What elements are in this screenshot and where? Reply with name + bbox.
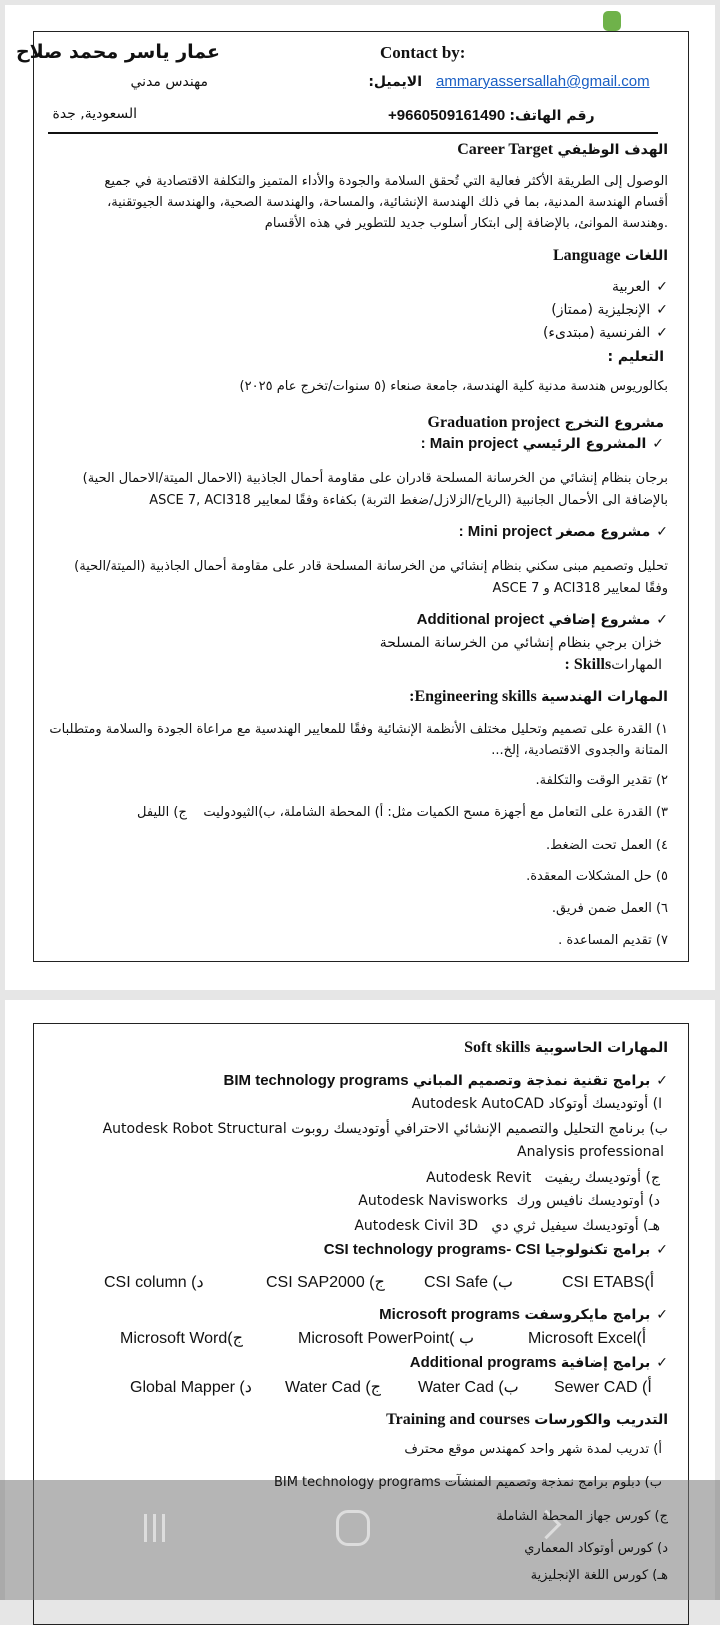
csi-item: CSI ETABS(أ (562, 1274, 655, 1291)
training-item: أ) تدريب لمدة شهر واحد كمهندس موقع محترف (404, 1442, 662, 1457)
header-divider (48, 132, 658, 134)
phone-number: +9660509161490 (388, 107, 506, 124)
microsoft-item: Microsoft Word(ج (120, 1330, 243, 1347)
eng-skill-item: ٧) تقديم المساعدة . (558, 933, 668, 948)
graduation-heading: مشروع التخرج Graduation project (427, 414, 664, 431)
bim-item: هـ) أوتوديسك سيفيل ثري دي Autodesk Civil 3D (354, 1218, 660, 1234)
eng-skill-item: المتانة والجدوى الاقتصادية، إلخ... (491, 743, 668, 758)
language-heading-ar: اللغات (625, 248, 668, 264)
csi-item: CSI Safe (ب (424, 1274, 513, 1291)
phone-row (388, 106, 595, 126)
skills-heading: المهاراتSkills : (564, 656, 662, 673)
csi-item: CSI SAP2000 (ج (266, 1274, 385, 1291)
phone-label: :رقم الهاتف (509, 108, 595, 124)
career-heading (457, 140, 668, 160)
bim-item: Analysis professional (517, 1144, 664, 1160)
language-item: ✓الإنجليزية (ممتاز) (551, 302, 668, 318)
main-project-line-1: برجان بنظام إنشائي من الخرسانة المسلحة قادران على مقاومة أحمال الجاذبية (الاحمال الميتة/الاحمال الحية) (82, 471, 668, 486)
additional-program-item: Water Cad (ج (285, 1379, 381, 1396)
microsoft-item: Microsoft Excel(أ (528, 1330, 647, 1347)
career-heading-ar: الهدف الوظيفي (557, 142, 668, 158)
soft-skills-heading: المهارات الحاسوبية Soft skills (464, 1039, 668, 1056)
bim-item: ج) أوتوديسك ريفيت Autodesk Revit (426, 1170, 660, 1186)
bim-heading: ✓برامج تقنية نمذجة وتصميم المباني BIM technology programs (223, 1072, 668, 1089)
bim-item: ب) برنامج التحليل والتصميم الإنشائي الاحترافي أوتوديسك روبوت Autodesk Robot Structural (102, 1121, 668, 1137)
career-line-3: .وهندسة الموانئ، بالإضافة إلى ابتكار أسلوب جديد للتطوير في هذه الأقسام (264, 216, 668, 231)
csi-heading: ✓برامج تكنولوجيا CSI technology programs- CSI (323, 1241, 668, 1258)
mini-project-heading: ✓مشروع مصغر Mini project : (458, 523, 668, 540)
additional-programs-heading: ✓برامج إضافية Additional programs (409, 1354, 668, 1371)
recents-icon[interactable] (140, 1480, 170, 1580)
applicant-title: مهندس مدني (130, 74, 208, 90)
microsoft-item: Microsoft PowerPoint( ب (298, 1330, 474, 1347)
additional-project-text: خزان برجي بنظام إنشائي من الخرسانة المسلحة (379, 635, 662, 651)
mini-project-line-2: وفقًا لمعايير ACI318 و ASCE 7 (492, 581, 668, 596)
check-icon: ✓ (656, 612, 668, 628)
email-label: :الايميل (368, 74, 422, 90)
check-icon: ✓ (656, 524, 668, 540)
language-heading (553, 246, 668, 266)
main-project-line-2: بالإضافة الى الأحمال الجانبية (الرياح/الزلازل/ضغط التربة) بكفاءة وفقًا لمعايير ASCE 7, ACI318 (149, 493, 668, 508)
eng-skill-item: ٢) تقدير الوقت والتكلفة. (535, 773, 668, 788)
check-icon: ✓ (656, 1242, 668, 1258)
bim-item: ا) أوتوديسك أوتوكاد Autodesk AutoCAD (411, 1096, 662, 1112)
csi-item: CSI column (د (104, 1274, 204, 1291)
training-item: ج) كورس جهاز المحطة الشاملة (496, 1509, 668, 1524)
additional-program-item: Sewer CAD (أ (554, 1379, 652, 1396)
email-link[interactable]: ammaryassersallah@gmail.com (436, 73, 650, 90)
eng-skill-item: ٤) العمل تحت الضغط. (545, 838, 668, 853)
training-heading: التدريب والكورسات Training and courses (386, 1411, 668, 1428)
applicant-name: عمار ياسر محمد صلاح (15, 41, 220, 63)
check-icon: ✓ (656, 325, 668, 341)
applicant-location: السعودية, جدة (52, 106, 137, 122)
bim-item: د) أوتوديسك نافيس ورك Autodesk Navisworks (358, 1193, 660, 1209)
additional-program-item: Global Mapper (د (130, 1379, 252, 1396)
check-icon: ✓ (656, 1355, 668, 1371)
engineering-skills-heading: المهارات الهندسية Engineering skills: (409, 688, 668, 705)
additional-project-heading: ✓مشروع إضافي Additional project (416, 611, 668, 628)
eng-skill-item: ١) القدرة على تصميم وتحليل مختلف الأنظمة الإنشائية وفقًا للمعايير الهندسية مع مراعاة الجودة والسلامة ومتطلبات (49, 722, 668, 737)
contact-heading: Contact by: (380, 43, 466, 62)
app-avatar-icon[interactable] (603, 11, 621, 31)
language-item: ✓الفرنسية (مبتدىء) (542, 325, 668, 341)
eng-skill-item: ٣) القدرة على التعامل مع أجهزة مسح الكميات مثل: أ) المحطة الشاملة، ب)الثيودوليت ج) الليفل (137, 805, 668, 820)
additional-program-item: Water Cad (ب (418, 1379, 519, 1396)
education-text: بكالوريوس هندسة مدنية كلية الهندسة، جامعة صنعاء (٥ سنوات/تخرج عام ٢٠٢٥) (239, 379, 668, 394)
training-item: ب) دبلوم برامج نمذجة وتصميم المنشآت BIM technology programs (273, 1475, 662, 1490)
career-heading-en: Career Target (457, 141, 554, 158)
microsoft-heading: ✓برامج مايكروسفت Microsoft programs (379, 1306, 668, 1323)
main-project-heading: ✓المشروع الرئيسي Main project : (420, 435, 664, 452)
mini-project-line-1: تحليل وتصميم مبنى سكني بنظام إنشائي من الخرسانة المسلحة قادر على مقاومة أحمال الجاذبية (الميتة/الحية) (74, 559, 668, 574)
check-icon: ✓ (656, 279, 668, 295)
career-line-2: أقسام الهندسة المدنية، بما في ذلك الهندسة الإنشائية، والمساحة، والهندسة الصحية، والهندسة الجيوتقنية، (107, 195, 668, 210)
check-icon: ✓ (656, 1073, 668, 1089)
training-item: هـ) كورس اللغة الإنجليزية (530, 1568, 668, 1583)
language-item: ✓العربية (612, 279, 668, 295)
education-heading: التعليم : (607, 349, 664, 365)
check-icon: ✓ (656, 1307, 668, 1323)
eng-skill-item: ٥) حل المشكلات المعقدة. (526, 869, 668, 884)
check-icon: ✓ (652, 436, 664, 452)
eng-skill-item: ٦) العمل ضمن فريق. (551, 901, 668, 916)
home-icon[interactable] (336, 1510, 370, 1546)
training-item: د) كورس أوتوكاد المعماري (524, 1541, 668, 1556)
language-heading-en: Language (552, 247, 621, 264)
check-icon: ✓ (656, 302, 668, 318)
career-line-1: الوصول إلى الطريقة الأكثر فعالية التي تُحقق السلامة والجودة والأداء المتميز والتكلفة الاقتصادية في جميع (104, 174, 668, 189)
